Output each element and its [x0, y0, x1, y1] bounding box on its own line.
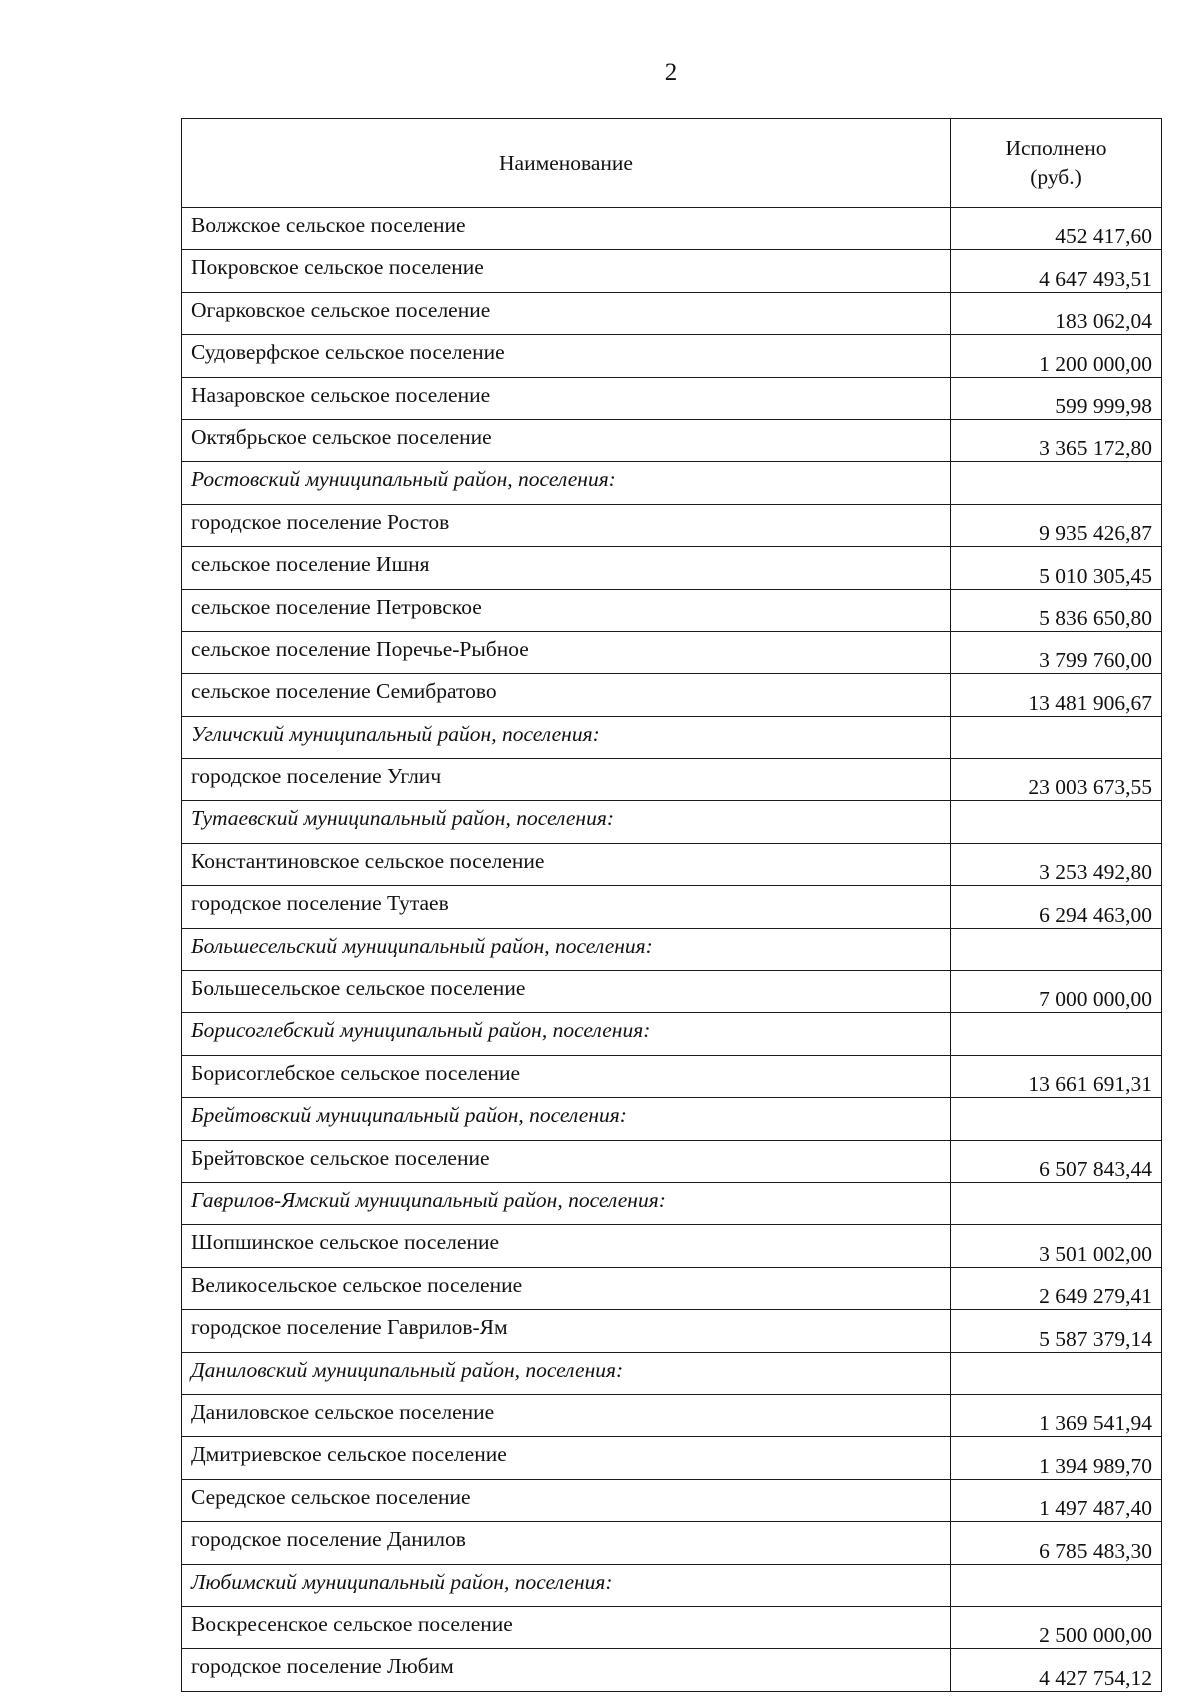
- settlement-name-cell: городское поселение Ростов: [182, 504, 951, 546]
- settlement-name-cell: Великосельское сельское поселение: [182, 1267, 951, 1309]
- settlement-name-cell: сельское поселение Семибратово: [182, 674, 951, 716]
- executed-amount-cell: [951, 1352, 1162, 1394]
- executed-amount-cell: 183 062,04: [951, 292, 1162, 334]
- settlement-name-cell: сельское поселение Поречье-Рыбное: [182, 631, 951, 673]
- district-group-row: [182, 1098, 1162, 1140]
- table-row: [182, 1479, 1162, 1521]
- table-row: [182, 547, 1162, 589]
- table-row: [182, 1394, 1162, 1436]
- settlement-name-cell: городское поселение Любим: [182, 1649, 951, 1691]
- table-row: [182, 377, 1162, 419]
- executed-amount-cell: 13 481 906,67: [951, 674, 1162, 716]
- district-group-label: Борисоглебский муниципальный район, поселения:: [182, 1013, 951, 1055]
- district-group-label: Ростовский муниципальный район, поселения:: [182, 462, 951, 504]
- page-number: 2: [664, 59, 678, 86]
- district-group-label: Гаврилов-Ямский муниципальный район, поселения:: [182, 1182, 951, 1224]
- district-group-row: [182, 1352, 1162, 1394]
- executed-amount-cell: 6 785 483,30: [951, 1522, 1162, 1564]
- executed-amount-cell: 9 935 426,87: [951, 504, 1162, 546]
- column-header-executed: [951, 119, 1162, 208]
- settlement-name-cell: Большесельское сельское поселение: [182, 971, 951, 1013]
- executed-amount-cell: 5 836 650,80: [951, 589, 1162, 631]
- table-row: [182, 292, 1162, 334]
- executed-amount-cell: 2 500 000,00: [951, 1606, 1162, 1648]
- settlement-name-cell: городское поселение Данилов: [182, 1522, 951, 1564]
- column-header-executed-line1: Исполнено: [1005, 136, 1107, 160]
- table-row: [182, 674, 1162, 716]
- executed-amount-cell: 7 000 000,00: [951, 971, 1162, 1013]
- district-group-label: Тутаевский муниципальный район, поселения:: [182, 801, 951, 843]
- settlement-name-cell: Назаровское сельское поселение: [182, 377, 951, 419]
- district-group-label: Брейтовский муниципальный район, поселения:: [182, 1098, 951, 1140]
- executed-amount-cell: 23 003 673,55: [951, 759, 1162, 801]
- executed-amount-cell: 6 507 843,44: [951, 1140, 1162, 1182]
- settlement-name-cell: Даниловское сельское поселение: [182, 1394, 951, 1436]
- executed-amount-cell: 5 587 379,14: [951, 1310, 1162, 1352]
- district-group-row: [182, 1182, 1162, 1224]
- executed-amount-cell: 1 200 000,00: [951, 335, 1162, 377]
- table-row: [182, 759, 1162, 801]
- settlement-name-cell: городское поселение Гаврилов-Ям: [182, 1310, 951, 1352]
- district-group-row: [182, 462, 1162, 504]
- district-group-label: Большесельский муниципальный район, поселения:: [182, 928, 951, 970]
- settlement-name-cell: Октябрьское сельское поселение: [182, 419, 951, 461]
- district-group-row: [182, 928, 1162, 970]
- table-row: [182, 1055, 1162, 1097]
- table-row: [182, 886, 1162, 928]
- executed-amount-cell: 452 417,60: [951, 208, 1162, 250]
- executed-amount-cell: [951, 1098, 1162, 1140]
- table-row: [182, 208, 1162, 250]
- settlement-name-cell: городское поселение Углич: [182, 759, 951, 801]
- district-group-row: [182, 801, 1162, 843]
- column-header-executed-line2: (руб.): [1030, 165, 1082, 189]
- district-group-row: [182, 716, 1162, 758]
- executed-amount-cell: [951, 801, 1162, 843]
- settlement-name-cell: городское поселение Тутаев: [182, 886, 951, 928]
- settlement-name-cell: Дмитриевское сельское поселение: [182, 1437, 951, 1479]
- table-row: [182, 589, 1162, 631]
- district-group-row: [182, 1013, 1162, 1055]
- settlement-name-cell: сельское поселение Ишня: [182, 547, 951, 589]
- table-row: [182, 335, 1162, 377]
- table-row: [182, 631, 1162, 673]
- settlement-name-cell: Покровское сельское поселение: [182, 250, 951, 292]
- executed-amount-cell: 1 394 989,70: [951, 1437, 1162, 1479]
- executed-amount-cell: 3 501 002,00: [951, 1225, 1162, 1267]
- table-row: [182, 504, 1162, 546]
- settlement-name-cell: Огарковское сельское поселение: [182, 292, 951, 334]
- executed-amount-cell: 3 253 492,80: [951, 843, 1162, 885]
- table-row: [182, 1606, 1162, 1648]
- table-row: [182, 1310, 1162, 1352]
- district-group-row: [182, 1564, 1162, 1606]
- executed-amount-cell: 3 799 760,00: [951, 631, 1162, 673]
- settlement-name-cell: Судоверфское сельское поселение: [182, 335, 951, 377]
- executed-amount-cell: 13 661 691,31: [951, 1055, 1162, 1097]
- settlement-name-cell: Волжское сельское поселение: [182, 208, 951, 250]
- executed-amount-cell: 2 649 279,41: [951, 1267, 1162, 1309]
- district-group-label: Даниловский муниципальный район, поселения:: [182, 1352, 951, 1394]
- table-row: [182, 1225, 1162, 1267]
- executed-amount-cell: [951, 1013, 1162, 1055]
- executed-amount-cell: [951, 928, 1162, 970]
- settlement-name-cell: сельское поселение Петровское: [182, 589, 951, 631]
- executed-amount-cell: 5 010 305,45: [951, 547, 1162, 589]
- table-body: [182, 208, 1162, 1692]
- settlement-name-cell: Воскресенское сельское поселение: [182, 1606, 951, 1648]
- executed-amount-cell: [951, 1182, 1162, 1224]
- settlement-name-cell: Борисоглебское сельское поселение: [182, 1055, 951, 1097]
- executed-amount-cell: 6 294 463,00: [951, 886, 1162, 928]
- settlement-name-cell: Шопшинское сельское поселение: [182, 1225, 951, 1267]
- executed-amount-cell: [951, 716, 1162, 758]
- table-row: [182, 1649, 1162, 1691]
- table-row: [182, 1140, 1162, 1182]
- column-header-name: Наименование: [182, 119, 951, 208]
- executed-amount-cell: 1 369 541,94: [951, 1394, 1162, 1436]
- executed-amount-cell: [951, 462, 1162, 504]
- table-row: [182, 843, 1162, 885]
- table-row: [182, 1437, 1162, 1479]
- table-row: [182, 250, 1162, 292]
- executed-amount-cell: 4 647 493,51: [951, 250, 1162, 292]
- settlement-name-cell: Брейтовское сельское поселение: [182, 1140, 951, 1182]
- executed-amount-cell: [951, 1564, 1162, 1606]
- executed-amount-cell: 4 427 754,12: [951, 1649, 1162, 1691]
- table-row: [182, 971, 1162, 1013]
- settlement-name-cell: Константиновское сельское поселение: [182, 843, 951, 885]
- table-row: [182, 1522, 1162, 1564]
- executed-amount-cell: 3 365 172,80: [951, 419, 1162, 461]
- budget-execution-table: [181, 118, 1162, 1692]
- table-row: [182, 1267, 1162, 1309]
- executed-amount-cell: 599 999,98: [951, 377, 1162, 419]
- district-group-label: Угличский муниципальный район, поселения:: [182, 716, 951, 758]
- executed-amount-cell: 1 497 487,40: [951, 1479, 1162, 1521]
- settlement-name-cell: Середское сельское поселение: [182, 1479, 951, 1521]
- table-row: [182, 419, 1162, 461]
- table-header-row: [182, 119, 1162, 208]
- district-group-label: Любимский муниципальный район, поселения:: [182, 1564, 951, 1606]
